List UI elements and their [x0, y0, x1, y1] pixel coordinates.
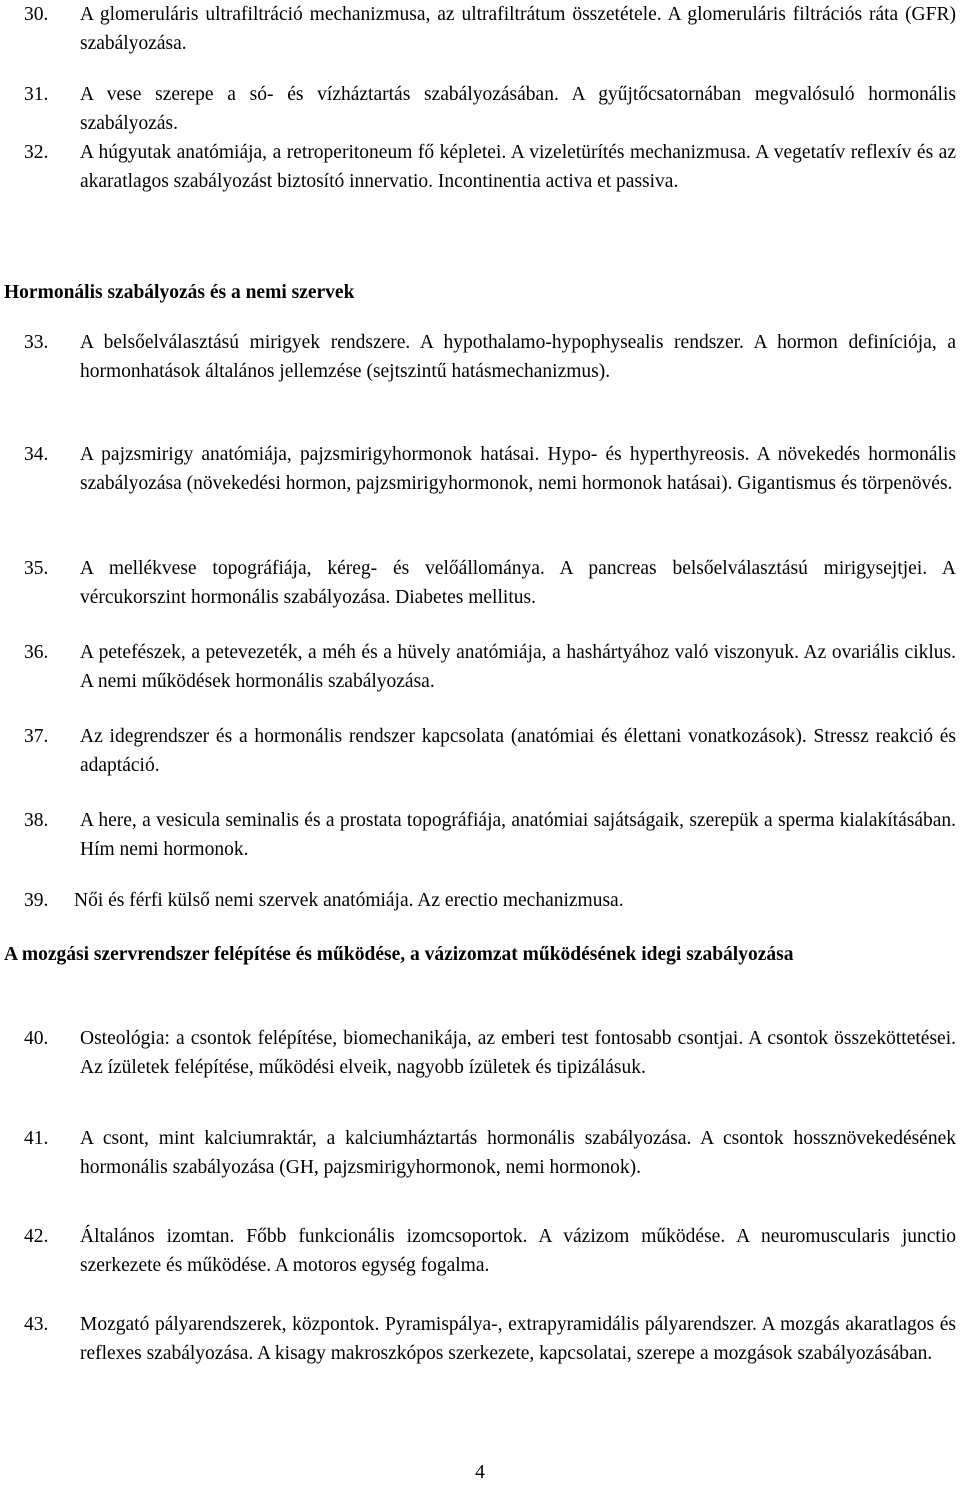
item-text: Női és férfi külső nemi szervek anatómiája. Az erectio mechanizmusa.: [74, 890, 624, 911]
item-number: 31.: [24, 84, 49, 105]
item-text: A here, a vesicula seminalis és a prostata topográfiája, anatómiai sajátságaik, szerepük a sperma kialakításában. Hím nemi hormonok.: [80, 810, 956, 860]
list-item: [24, 1310, 956, 1368]
item-text: Általános izomtan. Főbb funkcionális izomcsoportok. A vázizom működése. A neuromuscularis junctio szerkezete és működése. A motoros egység fogalma.: [80, 1226, 956, 1276]
list-item: [24, 0, 956, 58]
item-number: 33.: [24, 332, 49, 353]
list-item: [24, 638, 956, 696]
item-number: 37.: [24, 726, 49, 747]
item-number: 34.: [24, 444, 49, 465]
list-item: [24, 328, 956, 386]
item-number: 41.: [24, 1128, 49, 1149]
item-text: A pajzsmirigy anatómiája, pajzsmirigyhormonok hatásai. Hypo- és hyperthyreosis. A növekedés hormonális szabályozása (növekedési hormon, pajzsmirigyhormonok, nemi hormonok hatásai). Gigantismus és törpenövés.: [80, 444, 956, 494]
item-number: 38.: [24, 810, 49, 831]
list-item: [24, 80, 956, 138]
item-text: A húgyutak anatómiája, a retroperitoneum fő képletei. A vizeletürítés mechanizmusa. A vegetatív reflexív és az akaratlagos szabályozást biztosító innervatio. Incontinentia activa et passiva.: [80, 142, 956, 192]
item-number: 40.: [24, 1028, 49, 1049]
item-text: A mellékvese topográfiája, kéreg- és velőállománya. A pancreas belsőelválasztású mirigysejtjei. A vércukorszint hormonális szabályozása. Diabetes mellitus.: [80, 558, 956, 608]
list-item: [24, 886, 956, 915]
list-item: [24, 554, 956, 612]
item-text: A vese szerepe a só- és vízháztartás szabályozásában. A gyűjtőcsatornában megvalósuló hormonális szabályozás.: [80, 84, 956, 134]
item-number: 30.: [24, 4, 49, 25]
item-number: 36.: [24, 642, 49, 663]
list-item: [24, 806, 956, 864]
item-text: A belsőelválasztású mirigyek rendszere. A hypothalamo-hypophysealis rendszer. A hormon definíciója, a hormonhatások általános jellemzése (sejtszintű hatásmechanizmus).: [80, 332, 956, 382]
item-text: A petefészek, a petevezeték, a méh és a hüvely anatómiája, a hashártyához való viszonyuk. Az ovariális ciklus. A nemi működések hormonális szabályozása.: [80, 642, 956, 692]
item-number: 39.: [24, 890, 49, 911]
item-text: Osteológia: a csontok felépítése, biomechanikája, az emberi test fontosabb csontjai. A csontok összeköttetései. Az ízületek felépítése, működési elveik, nagyobb ízületek és tipizálásuk.: [80, 1028, 956, 1078]
list-item: [24, 138, 956, 196]
item-text: A glomeruláris ultrafiltráció mechanizmusa, az ultrafiltrátum összetétele. A glomeruláris filtrációs ráta (GFR) szabályozása.: [80, 4, 956, 54]
item-number: 43.: [24, 1314, 49, 1335]
list-item: [24, 440, 956, 498]
item-text: Az idegrendszer és a hormonális rendszer kapcsolata (anatómiai és élettani vonatkozások). Stressz reakció és adaptáció.: [80, 726, 956, 776]
section-heading: A mozgási szervrendszer felépítése és működése, a vázizomzat működésének idegi szabályozása: [4, 944, 794, 965]
list-item: [24, 1124, 956, 1182]
item-text: Mozgató pályarendszerek, központok. Pyramispálya-, extrapyramidális pályarendszer. A mozgás akaratlagos és reflexes szabályozása. A kisagy makroszkópos szerkezete, kapcsolatai, szerepe a mozgások szabályozásában.: [80, 1314, 956, 1364]
section-heading: Hormonális szabályozás és a nemi szervek: [4, 282, 355, 303]
page-number: 4: [475, 1462, 485, 1483]
item-number: 35.: [24, 558, 49, 579]
list-item: [24, 1222, 956, 1280]
list-item: [24, 722, 956, 780]
item-number: 42.: [24, 1226, 49, 1247]
list-item: [24, 1024, 956, 1082]
item-text: A csont, mint kalciumraktár, a kalciumháztartás hormonális szabályozása. A csontok hossznövekedésének hormonális szabályozása (GH, pajzsmirigyhormonok, nemi hormonok).: [80, 1128, 956, 1178]
item-number: 32.: [24, 142, 49, 163]
